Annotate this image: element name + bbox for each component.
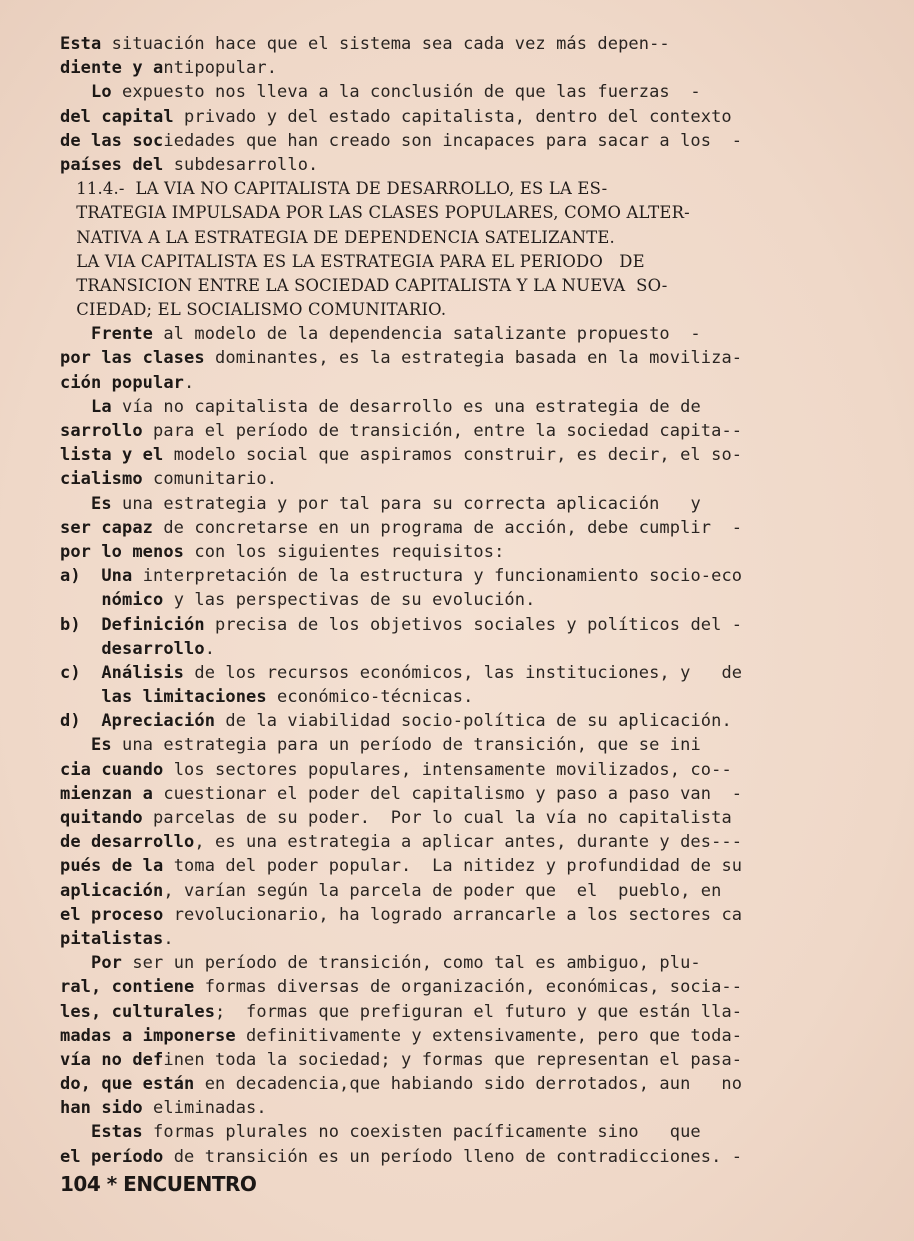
- line-bold-start: Lo: [60, 82, 123, 103]
- line-bold-start: pués de la: [60, 856, 164, 877]
- line-text: una estrategia para un período de transición, que se ini: [111, 735, 701, 756]
- line-bold-start: La: [60, 396, 112, 417]
- text-line: [60, 419, 870, 443]
- line-bold-start: a) Una: [60, 566, 133, 587]
- line-bold-start: Esta: [60, 34, 102, 54]
- line-bold-start: vía no def: [60, 1049, 164, 1070]
- line-bold-start: ser capaz: [60, 517, 154, 538]
- text-line: [60, 1000, 870, 1024]
- line-text: inen toda la sociedad; y formas que representan el pasa-: [163, 1049, 743, 1070]
- line-bold-start: sarrollo: [60, 421, 143, 441]
- line-text: de los recursos económicos, las instituciones, y de: [184, 662, 743, 683]
- text-line: [60, 564, 870, 588]
- line-bold-start: quitando: [60, 808, 143, 828]
- text-line: [60, 1048, 870, 1072]
- line-bold-start: b) Definición: [60, 614, 205, 635]
- text-line: [60, 782, 870, 806]
- text-line: [60, 830, 870, 854]
- line-bold-start: desarrollo: [60, 638, 205, 659]
- line-text: .: [184, 372, 195, 393]
- text-line: [60, 467, 870, 491]
- line-bold-start: lista y el: [60, 445, 164, 466]
- text-line: [60, 540, 870, 564]
- page-number: 104: [60, 1172, 101, 1196]
- line-text: en decadencia,que habiando sido derrotados, aun no: [194, 1074, 743, 1095]
- line-text: , varían según la parcela de poder que el pueblo, en: [163, 880, 722, 901]
- line-text: una estrategia y por tal para su correcta aplicación y: [111, 493, 701, 514]
- line-text: ser un período de transición, como tal es ambiguo, plu-: [122, 953, 701, 974]
- text-line: [60, 322, 870, 346]
- line-bold-start: cialismo: [60, 469, 143, 490]
- section-heading-line: NATIVA A LA ESTRATEGIA DE DEPENDENCIA SATELIZANTE.: [60, 227, 615, 247]
- text-line: [60, 443, 870, 467]
- text-line: [60, 637, 870, 661]
- line-text: los sectores populares, intensamente movilizados, co--: [163, 759, 732, 780]
- line-text: ; formas que prefiguran el futuro y que están lla-: [215, 1001, 743, 1022]
- line-text: comunitario.: [142, 469, 278, 490]
- line-bold-start: do, que están: [60, 1074, 195, 1095]
- line-text: cuestionar el poder del capitalismo y paso a paso van -: [153, 783, 743, 804]
- line-bold-start: han sido: [60, 1098, 143, 1119]
- line-text: definitivamente y extensivamente, pero que toda-: [235, 1025, 743, 1046]
- line-text: revolucionario, ha logrado arrancarle a los sectores ca: [163, 904, 743, 925]
- line-text: dominantes, es la estrategia basada en la moviliza-: [204, 348, 743, 369]
- line-bold-start: c) Análisis: [60, 662, 185, 683]
- line-bold-start: el proceso: [60, 904, 164, 925]
- line-bold-start: les, culturales: [60, 1001, 216, 1022]
- line-bold-start: Es: [60, 735, 112, 756]
- line-text: .: [204, 638, 216, 659]
- line-bold-start: de desarrollo: [60, 832, 195, 853]
- section-heading-line: TRANSICION ENTRE LA SOCIEDAD CAPITALISTA Y LA NUEVA SO-: [60, 275, 668, 295]
- text-line: [60, 395, 870, 419]
- line-text: iedades que han creado son incapaces para sacar a los -: [163, 130, 743, 151]
- line-bold-start: diente y a: [60, 58, 164, 79]
- text-line: [60, 588, 870, 612]
- section-heading-line: TRATEGIA IMPULSADA POR LAS CLASES POPULARES, COMO ALTER-: [60, 203, 690, 223]
- line-bold-start: por lo menos: [60, 541, 185, 562]
- line-text: con los siguientes requisitos:: [184, 541, 505, 562]
- section-heading-line: LA VIA CAPITALISTA ES LA ESTRATEGIA PARA EL PERIODO DE: [60, 251, 645, 271]
- text-line: [60, 80, 870, 104]
- text-line: [60, 806, 870, 830]
- text-line: [60, 685, 870, 709]
- text-line: [60, 32, 870, 56]
- line-text: de la viabilidad socio-política de su aplicación.: [215, 711, 732, 732]
- text-line: [60, 758, 870, 782]
- text-line: [60, 975, 870, 999]
- text-line: [60, 951, 870, 975]
- text-line: [60, 709, 870, 733]
- line-bold-start: aplicación: [60, 880, 164, 901]
- line-bold-start: Es: [60, 493, 112, 514]
- line-bold-start: de las soc: [60, 130, 164, 151]
- text-line: [60, 129, 870, 153]
- text-line: [60, 153, 870, 177]
- text-line: [60, 1096, 870, 1120]
- line-text: privado y del estado capitalista, dentro del contexto: [173, 106, 732, 127]
- line-text: formas diversas de organización, económicas, socia--: [194, 977, 743, 998]
- section-heading-line: 11.4.- LA VIA NO CAPITALISTA DE DESARROLLO, ES LA ES-: [60, 179, 608, 199]
- page-footer: [60, 1172, 256, 1196]
- text-column: [60, 32, 870, 1169]
- text-line: [60, 613, 870, 637]
- publication-name: ENCUENTRO: [123, 1172, 257, 1196]
- line-bold-start: cia cuando: [60, 759, 164, 780]
- text-line: [60, 927, 870, 951]
- line-text: interpretación de la estructura y funcionamiento socio-eco: [132, 566, 743, 587]
- line-text: de transición es un período lleno de contradicciones. -: [163, 1146, 743, 1167]
- line-bold-start: mienzan a: [60, 783, 154, 804]
- line-bold-start: Frente: [60, 324, 154, 345]
- line-text: situación hace que el sistema sea cada vez más depen--: [101, 34, 670, 54]
- line-bold-start: países del: [60, 154, 164, 175]
- line-bold-start: Por: [60, 953, 123, 974]
- text-line: [60, 879, 870, 903]
- text-line: [60, 1145, 870, 1169]
- line-bold-start: madas a imponerse: [60, 1025, 236, 1046]
- text-line: [60, 1024, 870, 1048]
- line-text: formas plurales no coexisten pacíficamente sino que: [142, 1122, 701, 1143]
- line-text: toma del poder popular. La nitidez y profundidad de su: [163, 856, 743, 877]
- text-line: [60, 1120, 870, 1144]
- line-bold-start: ción popular: [60, 372, 185, 393]
- line-bold-start: Estas: [60, 1122, 143, 1143]
- line-text: , es una estrategia a aplicar antes, durante y des---: [194, 832, 743, 853]
- line-text: económico-técnicas.: [266, 687, 474, 708]
- line-text: parcelas de su poder. Por lo cual la vía no capitalista: [142, 808, 732, 828]
- text-line: [60, 661, 870, 685]
- text-line: [60, 346, 870, 370]
- line-text: para el período de transición, entre la sociedad capita--: [142, 421, 743, 441]
- text-line: [60, 516, 870, 540]
- text-line: [60, 371, 870, 395]
- footer-separator: *: [106, 1172, 117, 1196]
- line-text: subdesarrollo.: [163, 154, 319, 175]
- line-text: vía no capitalista de desarrollo es una estrategia de de: [111, 396, 701, 417]
- line-text: eliminadas.: [142, 1098, 267, 1119]
- text-line: [60, 733, 870, 757]
- text-line: [60, 903, 870, 927]
- line-bold-start: el período: [60, 1146, 164, 1167]
- line-text: precisa de los objetivos sociales y políticos del -: [204, 614, 743, 635]
- line-bold-start: ral, contiene: [60, 977, 195, 998]
- line-text: y las perspectivas de su evolución.: [163, 590, 536, 611]
- line-bold-start: del capital: [60, 106, 174, 127]
- line-text: al modelo de la dependencia satalizante propuesto -: [153, 324, 701, 345]
- text-line: [60, 56, 870, 80]
- text-line: [60, 854, 870, 878]
- line-bold-start: las limitaciones: [60, 687, 267, 708]
- line-text: ntipopular.: [163, 58, 278, 79]
- line-bold-start: nómico: [60, 590, 164, 611]
- line-text: .: [163, 928, 174, 949]
- text-line: [60, 1072, 870, 1096]
- line-bold-start: por las clases: [60, 348, 205, 369]
- line-bold-start: d) Apreciación: [60, 711, 216, 732]
- text-line: [60, 105, 870, 129]
- line-text: expuesto nos lleva a la conclusión de que las fuerzas -: [122, 82, 701, 103]
- line-text: de concretarse en un programa de acción, debe cumplir -: [153, 517, 743, 538]
- line-text: modelo social que aspiramos construir, es decir, el so-: [163, 445, 743, 466]
- section-heading-line: CIEDAD; EL SOCIALISMO COMUNITARIO.: [60, 300, 447, 320]
- line-bold-start: pitalistas: [60, 928, 164, 949]
- text-line: [60, 492, 870, 516]
